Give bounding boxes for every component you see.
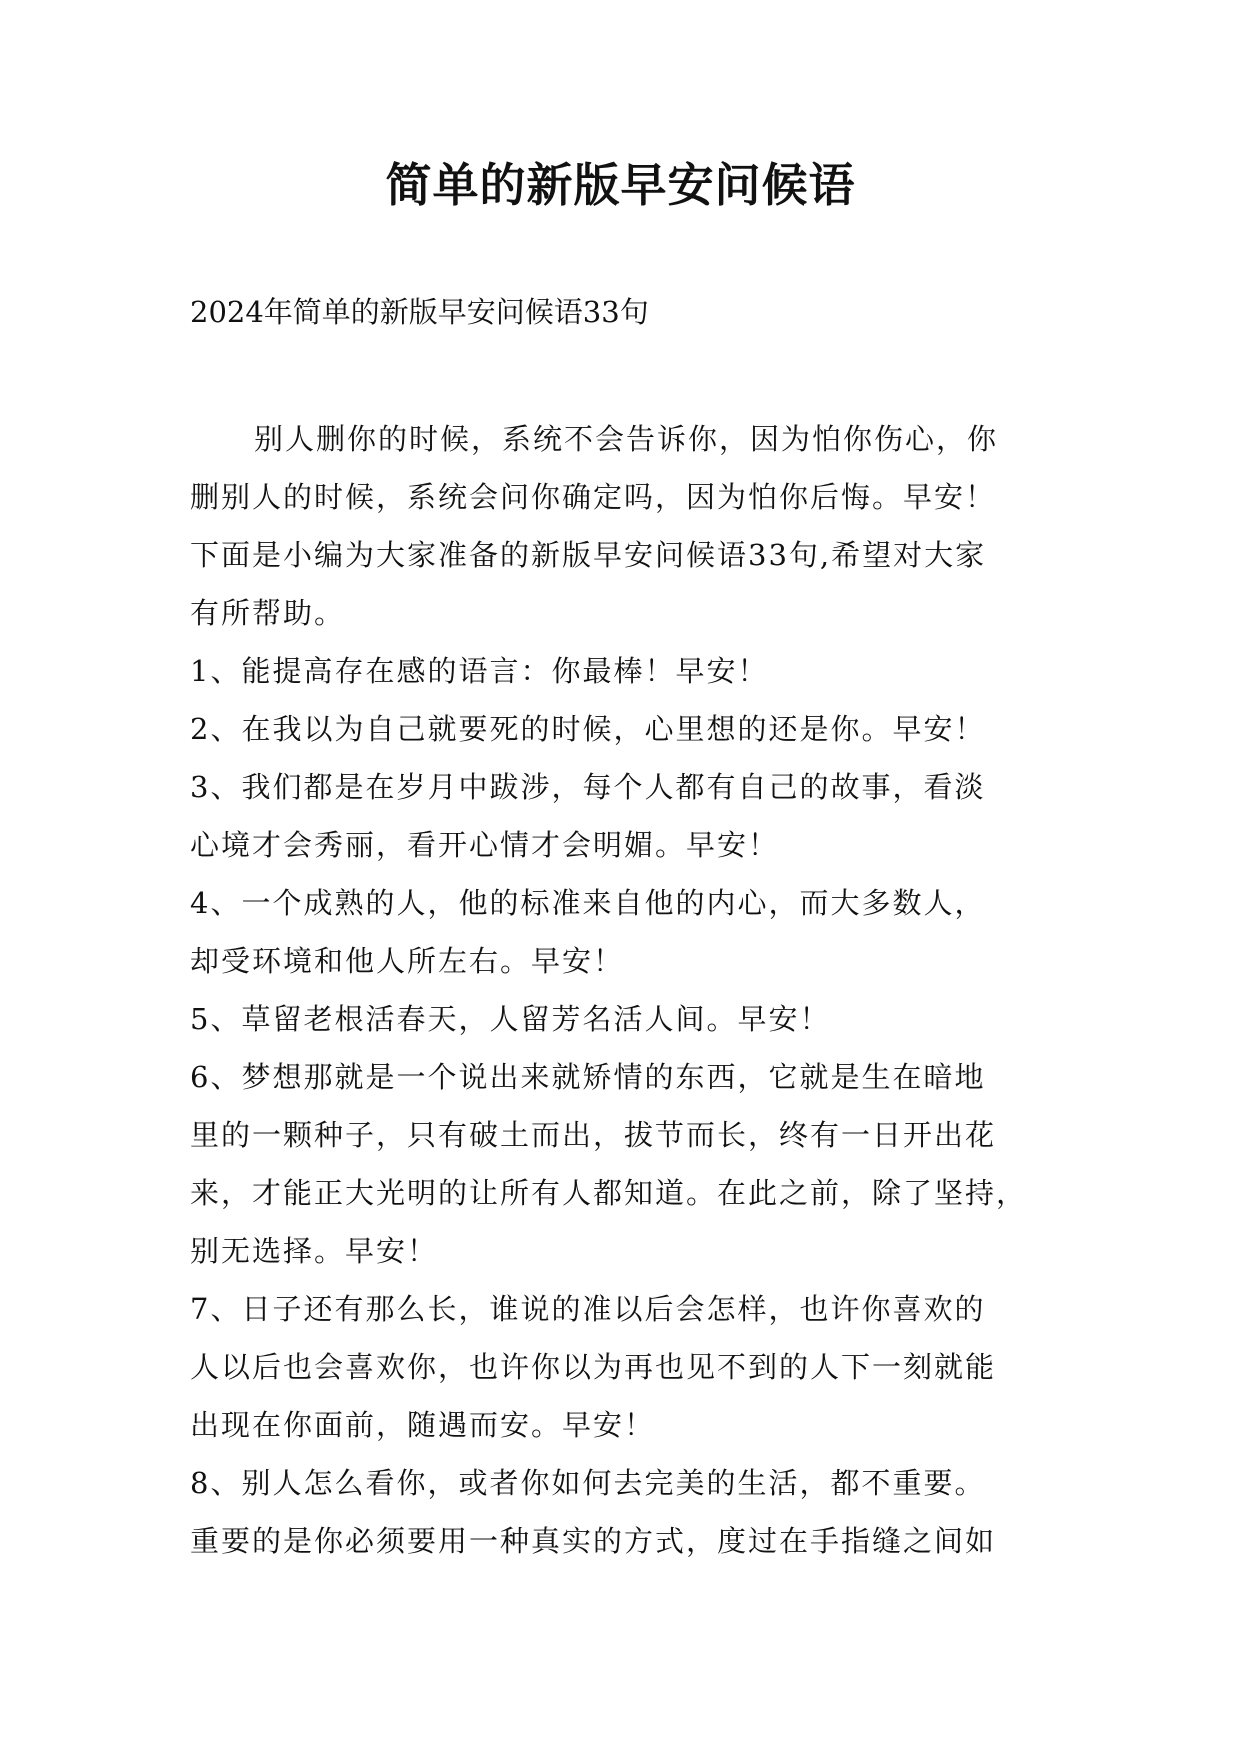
paragraph-line: 删别人的时候，系统会问你确定吗，因为怕你后悔。早安！ [190,480,997,514]
list-item-line: 重要的是你必须要用一种真实的方式，度过在手指缝之间如 [190,1524,997,1558]
list-item-line: 7、日子还有那么长，谁说的准以后会怎样，也许你喜欢的 [190,1292,986,1326]
list-item-line: 出现在你面前，随遇而安。早安！ [190,1408,656,1442]
document-title: 简单的新版早安问候语 [385,158,856,212]
paragraph-line: 有所帮助。 [190,596,346,630]
list-item-line: 人以后也会喜欢你，也许你以为再也见不到的人下一刻就能 [190,1350,997,1384]
list-item-line: 8、别人怎么看你，或者你如何去完美的生活，都不重要。 [190,1466,986,1500]
list-item-line: 6、梦想那就是一个说出来就矫情的东西，它就是生在暗地 [190,1060,986,1094]
list-item-line: 来，才能正大光明的让所有人都知道。在此之前，除了坚持， [190,1176,1028,1210]
list-item-line: 1、能提高存在感的语言：你最棒！早安！ [190,654,769,688]
list-item-line: 别无选择。早安！ [190,1234,439,1268]
list-item-line: 5、草留老根活春天，人留芳名活人间。早安！ [190,1002,831,1036]
list-item-line: 3、我们都是在岁月中跋涉，每个人都有自己的故事，看淡 [190,770,986,804]
document-subtitle: 2024年简单的新版早安问候语33句 [190,295,649,329]
list-item-line: 里的一颗种子，只有破土而出，拔节而长，终有一日开出花 [190,1118,997,1152]
paragraph-line: 别人删你的时候，系统不会告诉你，因为怕你伤心，你 [254,422,999,456]
document-body [190,410,1060,1570]
list-item-line: 2、在我以为自己就要死的时候，心里想的还是你。早安！ [190,712,986,746]
paragraph-line: 下面是小编为大家准备的新版早安问候语33句,希望对大家 [190,538,987,572]
list-item-line: 4、一个成熟的人，他的标准来自他的内心，而大多数人， [190,886,986,920]
list-item-line: 心境才会秀丽，看开心情才会明媚。早安！ [190,828,780,862]
list-item-line: 却受环境和他人所左右。早安！ [190,944,625,978]
